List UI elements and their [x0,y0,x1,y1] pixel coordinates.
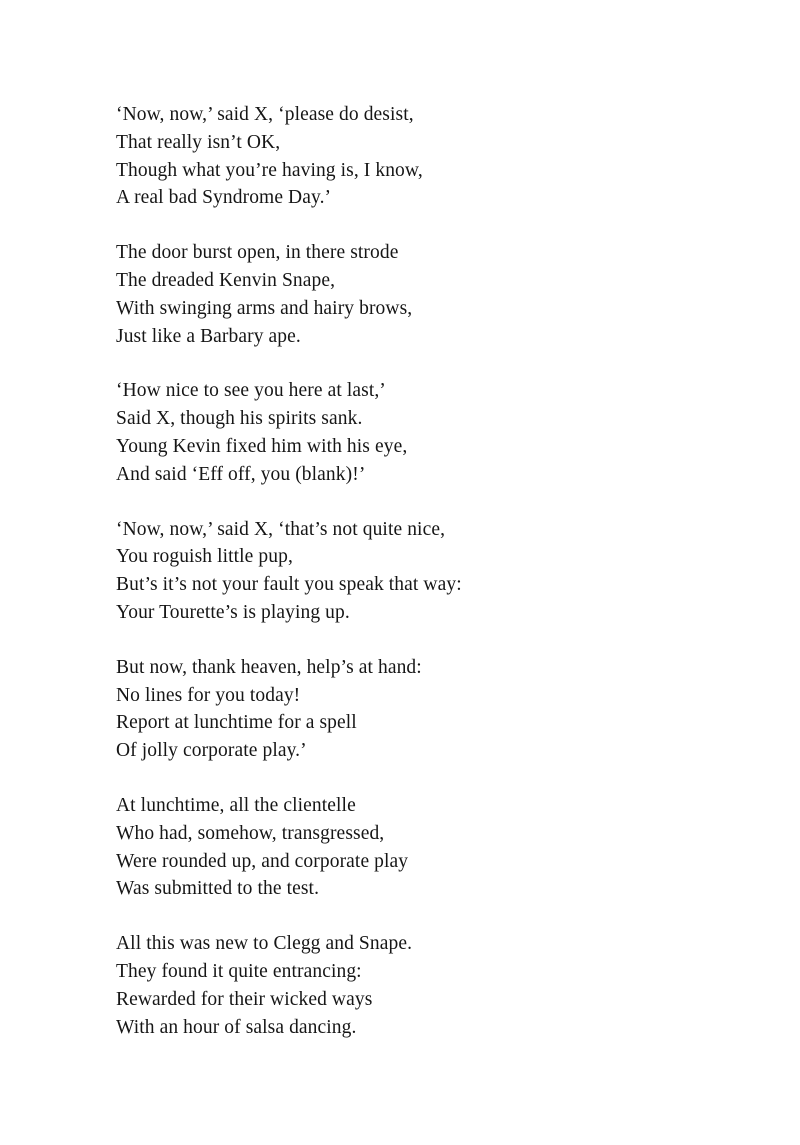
verse-line: Rewarded for their wicked ways [116,988,373,1010]
verse-line: You roguish little pup, [116,546,293,568]
verse-line: No lines for you today! [116,684,301,706]
verse-line: With an hour of salsa dancing. [116,1016,357,1038]
verse-line: Though what you’re having is, I know, [116,159,423,181]
verse-line: And said ‘Eff off, you (blank)!’ [116,463,366,485]
verse-line: They found it quite entrancing: [116,960,362,982]
verse-line: But now, thank heaven, help’s at hand: [116,656,422,678]
verse-line: Young Kevin fixed him with his eye, [116,435,408,457]
verse-line: Was submitted to the test. [116,878,320,900]
stanza-3 [116,377,756,488]
verse-line: Were rounded up, and corporate play [116,850,409,872]
verse-line: Just like a Barbary ape. [116,325,301,347]
verse-line: Said X, though his spirits sank. [116,408,363,430]
poem-text [116,101,756,1068]
stanza-1 [116,101,756,212]
stanza-6 [116,792,756,903]
stanza-2 [116,239,756,350]
verse-line: Who had, somehow, transgressed, [116,822,385,844]
verse-line: All this was new to Clegg and Snape. [116,933,413,955]
stanza-5 [116,654,756,765]
verse-line: At lunchtime, all the clientelle [116,794,356,816]
verse-line: Of jolly corporate play.’ [116,740,307,762]
verse-line: But’s it’s not your fault you speak that way: [116,574,462,596]
verse-line: ‘Now, now,’ said X, ‘that’s not quite nice, [116,518,446,540]
verse-line: Report at lunchtime for a spell [116,712,357,734]
verse-line: That really isn’t OK, [116,131,281,153]
verse-line: ‘How nice to see you here at last,’ [116,380,386,402]
verse-line: ‘Now, now,’ said X, ‘please do desist, [116,104,414,125]
verse-line: A real bad Syndrome Day.’ [116,187,332,209]
verse-line: The door burst open, in there strode [116,242,399,264]
verse-line: With swinging arms and hairy brows, [116,297,413,319]
stanza-4 [116,516,756,627]
stanza-7 [116,930,756,1041]
verse-line: The dreaded Kenvin Snape, [116,269,336,291]
verse-line: Your Tourette’s is playing up. [116,601,350,623]
